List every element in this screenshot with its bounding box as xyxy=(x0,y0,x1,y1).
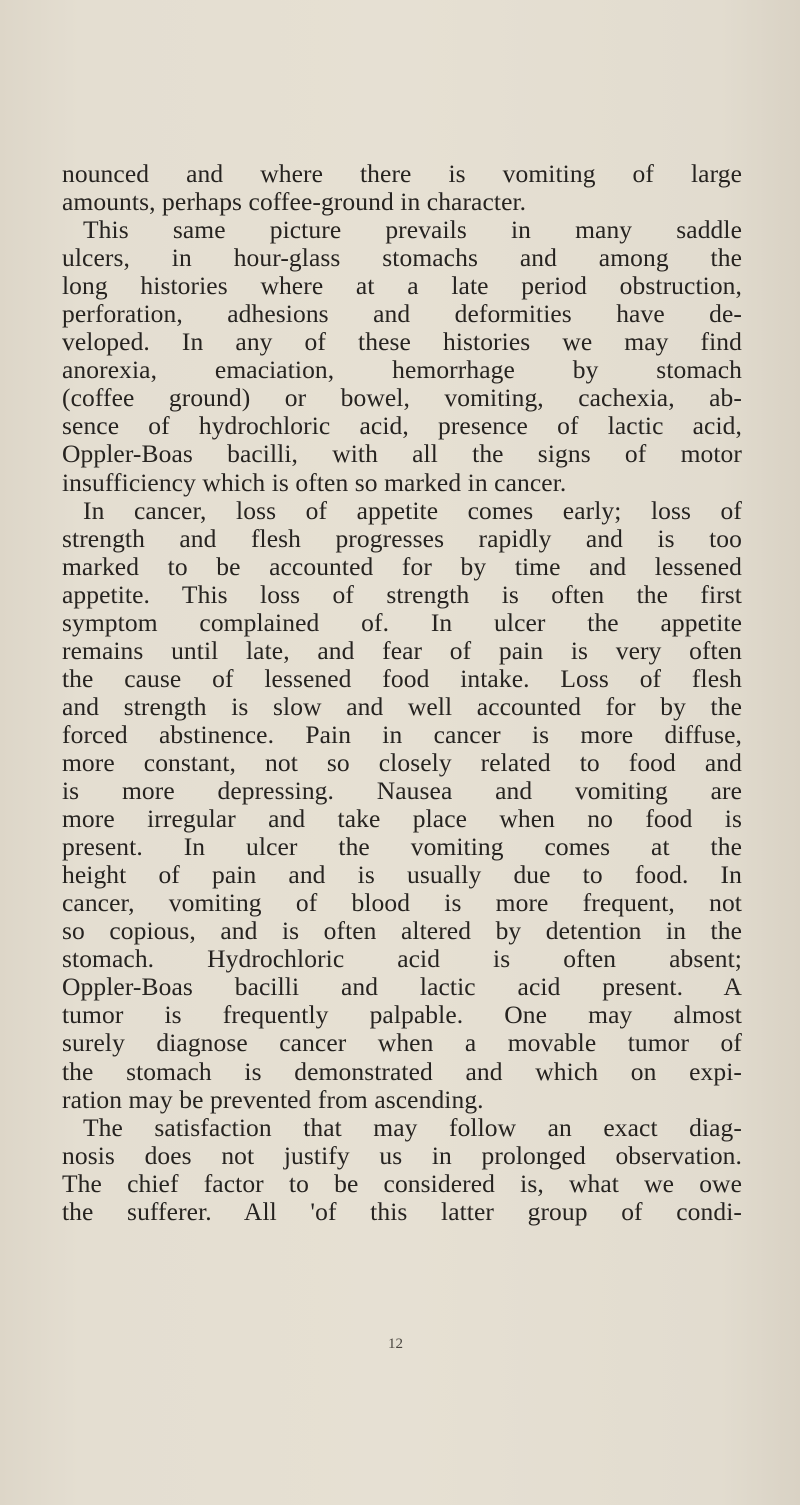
text-line: strength and flesh progresses rapidly and is too xyxy=(62,523,742,553)
text-line: marked to be accounted for by time and lessened xyxy=(62,551,742,581)
text-line: forced abstinence. Pain in cancer is more diffuse, xyxy=(62,719,742,749)
text-line: nosis does not justify us in prolonged observation. xyxy=(62,1140,742,1170)
text-line: remains until late, and fear of pain is very often xyxy=(62,635,742,665)
text-line: sence of hydrochloric acid, presence of lactic acid, xyxy=(62,411,742,441)
text-line: stomach. Hydrochloric acid is often absent; xyxy=(62,944,742,974)
text-line: amounts, perhaps coffee-ground in character. xyxy=(62,187,527,217)
text-line: perforation, adhesions and deformities have de- xyxy=(62,299,742,329)
page-number: 12 xyxy=(388,1336,403,1352)
text-line: symptom complained of. In ulcer the appetite xyxy=(62,607,742,637)
text-line: nounced and where there is vomiting of large xyxy=(62,159,742,188)
text-line: The chief factor to be considered is, what we owe xyxy=(62,1168,742,1198)
text-line: tumor is frequently palpable. One may almost xyxy=(62,1000,742,1030)
text-line: the stomach is demonstrated and which on expi- xyxy=(62,1056,742,1086)
text-line: is more depressing. Nausea and vomiting are xyxy=(62,776,742,806)
text-line: more constant, not so closely related to food and xyxy=(62,747,742,777)
text-line: This same picture prevails in many saddle xyxy=(83,215,742,245)
text-line: veloped. In any of these histories we may find xyxy=(62,327,742,357)
text-line: surely diagnose cancer when a movable tumor of xyxy=(62,1028,742,1058)
text-line: insufficiency which is often so marked in cancer. xyxy=(62,467,567,497)
text-line: and strength is slow and well accounted for by the xyxy=(62,691,742,721)
text-line: The satisfaction that may follow an exact diag- xyxy=(83,1112,742,1142)
text-line: Oppler-Boas bacilli, with all the signs of motor xyxy=(62,439,742,469)
text-line: the cause of lessened food intake. Loss of flesh xyxy=(62,663,742,693)
text-line: In cancer, loss of appetite comes early; loss of xyxy=(83,495,742,525)
text-line: ration may be prevented from ascending. xyxy=(62,1084,484,1114)
text-line: present. In ulcer the vomiting comes at the xyxy=(62,832,742,862)
text-line: ulcers, in hour-glass stomachs and among the xyxy=(62,243,742,273)
text-line: the sufferer. All 'of this latter group of condi- xyxy=(62,1196,742,1226)
text-line: more irregular and take place when no food is xyxy=(62,804,742,834)
text-line: Oppler-Boas bacilli and lactic acid present. A xyxy=(62,972,742,1002)
text-line: height of pain and is usually due to food. In xyxy=(62,860,742,890)
text-line: long histories where at a late period obstruction, xyxy=(62,271,742,301)
text-line: appetite. This loss of strength is often the first xyxy=(62,579,742,609)
text-line: cancer, vomiting of blood is more frequent, not xyxy=(62,888,742,918)
text-line: so copious, and is often altered by detention in the xyxy=(62,916,742,946)
body-text xyxy=(62,160,742,1226)
text-line: anorexia, emaciation, hemorrhage by stomach xyxy=(62,355,742,385)
text-line: (coffee ground) or bowel, vomiting, cachexia, ab- xyxy=(62,383,742,413)
